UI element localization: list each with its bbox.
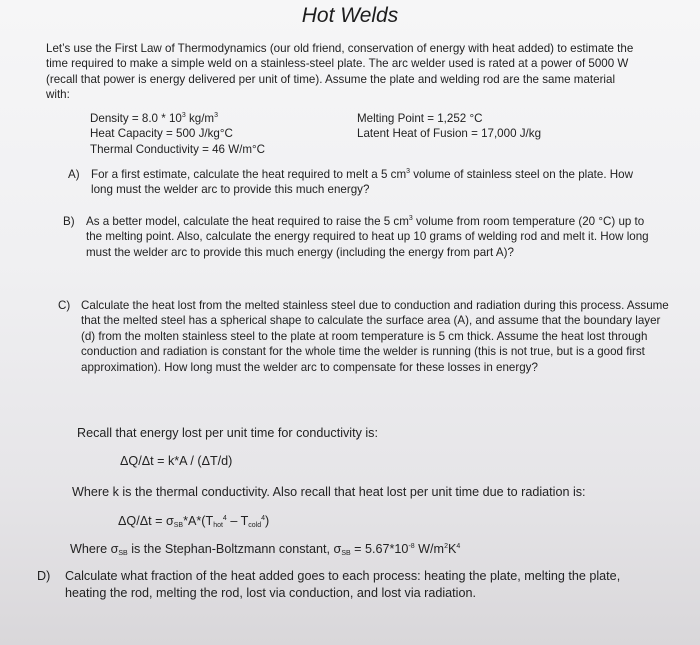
density-exponent: 3 bbox=[181, 112, 186, 119]
question-b-text-1: As a better model, calculate the heat required to raise the 5 cm bbox=[86, 215, 409, 228]
stefan-unit: W/m bbox=[414, 542, 445, 556]
page-title: Hot Welds bbox=[301, 4, 399, 27]
density-unit: kg/m bbox=[185, 112, 215, 125]
stefan-exponent: -8 bbox=[408, 543, 415, 550]
stefan-value: = 5.67*10 bbox=[350, 542, 409, 556]
question-a-letter: A) bbox=[68, 168, 80, 181]
question-a-text bbox=[91, 167, 651, 198]
radiation-formula-end: ) bbox=[265, 514, 270, 528]
stefan-boltzmann-text bbox=[70, 540, 460, 558]
density-unit-exponent: 3 bbox=[214, 112, 219, 119]
radiation-formula-sb: SB bbox=[173, 522, 184, 529]
density-property bbox=[90, 111, 265, 126]
radiation-formula-exp1: 4 bbox=[222, 515, 227, 522]
conduction-formula: ΔQ/Δt = k*A / (ΔT/d) bbox=[120, 454, 233, 468]
stefan-mid: is the Stephan-Boltzmann constant, σ bbox=[127, 542, 342, 556]
question-b-text bbox=[86, 214, 651, 260]
question-c-letter: C) bbox=[58, 299, 71, 312]
stefan-sb2: SB bbox=[341, 550, 351, 557]
stefan-unit-k: K bbox=[447, 542, 457, 556]
stefan-unit-exp1: 2 bbox=[444, 543, 448, 550]
question-b-letter: B) bbox=[63, 215, 75, 228]
question-b-exponent: 3 bbox=[408, 215, 413, 222]
question-d-letter: D) bbox=[37, 569, 51, 583]
recall-conductivity-text: Recall that energy lost per unit time for conductivity is: bbox=[77, 426, 378, 440]
stefan-pre: Where σ bbox=[70, 542, 119, 556]
material-properties-right bbox=[357, 111, 541, 142]
radiation-formula-exp2: 4 bbox=[261, 515, 266, 522]
question-a-text-2: volume of stainless steel on the plate. How long must the welder arc to provide this much energy? bbox=[91, 168, 633, 197]
melting-point-property: Melting Point = 1,252 °C bbox=[357, 112, 483, 125]
radiation-formula-cold: cold bbox=[248, 522, 262, 529]
heat-capacity-property: Heat Capacity = 500 J/kg°C bbox=[90, 127, 233, 141]
stefan-sb: SB bbox=[118, 550, 128, 557]
radiation-formula-mid: *A*(T bbox=[183, 514, 214, 528]
stefan-unit-exp2: 4 bbox=[456, 543, 461, 550]
question-d-text: Calculate what fraction of the heat added goes to each process: heating the plate, melting the plate, heating the rod, melting the rod, lost via conduction, and lost via radiation. bbox=[65, 569, 621, 600]
radiation-formula-lhs: ΔQ/Δt = σ bbox=[118, 514, 174, 528]
question-a-text-1: For a first estimate, calculate the heat required to melt a 5 cm bbox=[91, 168, 407, 181]
radiation-formula-hot: hot bbox=[213, 522, 223, 529]
radiation-formula-minus: – T bbox=[226, 514, 249, 528]
question-a-exponent: 3 bbox=[406, 168, 411, 175]
question-b-text-2: volume from room temperature (20 °C) up to the melting point. Also, calculate the energy required to heat up 10 grams of welding rod and melt it. How long must the welder arc to provide this much energy (including the energy from part A)? bbox=[86, 215, 649, 259]
radiation-formula bbox=[118, 512, 269, 530]
material-properties-left bbox=[90, 111, 265, 157]
density-text: Density = 8.0 * 10 bbox=[90, 112, 182, 125]
intro-paragraph: Let’s use the First Law of Thermodynamics (our old friend, conservation of energy with heat added) to estimate the time required to make a simple weld on a stainless-steel plate. The arc welder used is rated at a power of 5000 W (recall that power is energy delivered per unit of time). Assume the plate and welding rod are the same material with: bbox=[46, 42, 634, 102]
latent-heat-property: Latent Heat of Fusion = 17,000 J/kg bbox=[357, 127, 542, 141]
thermal-conductivity-property: Thermal Conductivity = 46 W/m°C bbox=[90, 142, 266, 156]
recall-radiation-text: Where k is the thermal conductivity. Also recall that heat lost per unit time due to radiation is: bbox=[72, 485, 586, 499]
question-c-text: Calculate the heat lost from the melted stainless steel due to conduction and radiation during this process. Assume that the melted steel has a spherical shape to calculate the surface area (A), and assume that the boundary layer (d) from the molten stainless steel to the plate at room temperature is 5 cm thick. Assume the heat lost through conduction and radiation is constant for the whole time the welder is running (this is not true, but is a good first approximation). How long must the welder arc to compensate for these losses in energy? bbox=[81, 299, 669, 374]
